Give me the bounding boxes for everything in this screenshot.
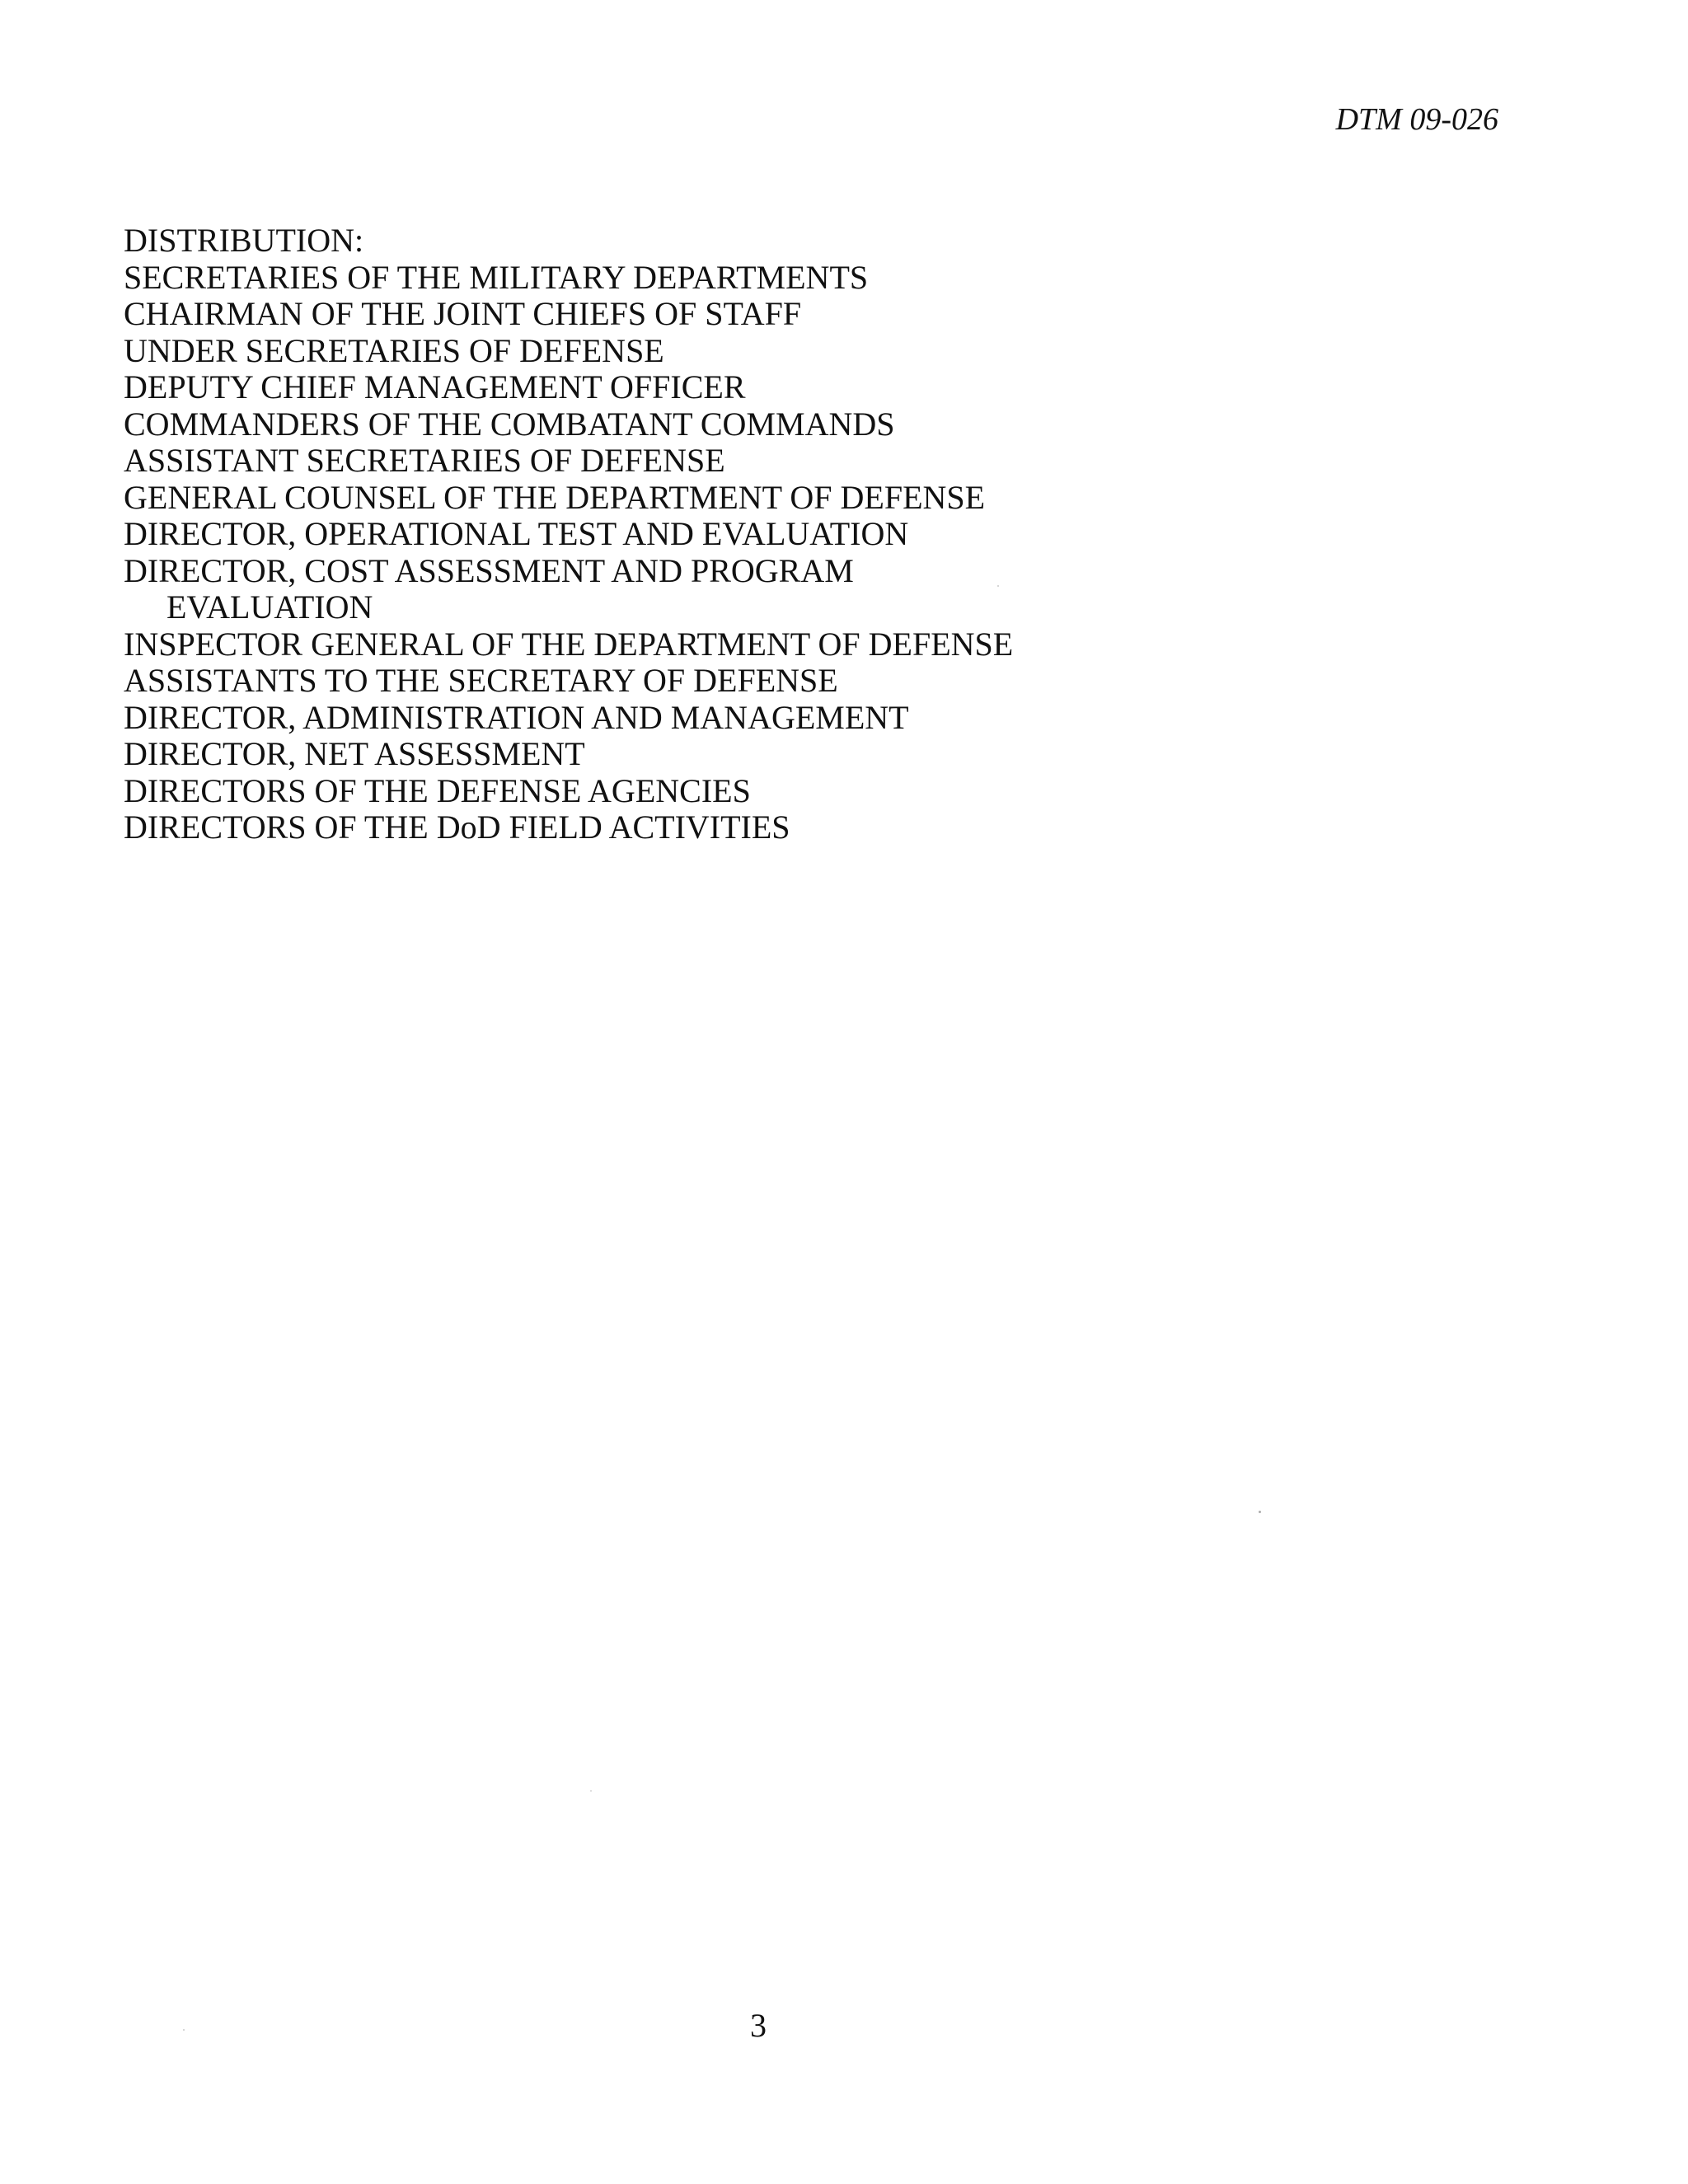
scan-speck <box>590 1790 592 1792</box>
distribution-item: COMMANDERS OF THE COMBATANT COMMANDS <box>124 405 895 443</box>
distribution-item: ASSISTANT SECRETARIES OF DEFENSE <box>124 442 725 479</box>
distribution-item: CHAIRMAN OF THE JOINT CHIEFS OF STAFF <box>124 295 802 332</box>
distribution-item: GENERAL COUNSEL OF THE DEPARTMENT OF DEFENSE <box>124 478 986 516</box>
distribution-item: DIRECTOR, ADMINISTRATION AND MANAGEMENT <box>124 698 909 736</box>
scan-speck <box>1259 1511 1261 1513</box>
scan-speck <box>997 585 999 587</box>
distribution-item: DIRECTOR, OPERATIONAL TEST AND EVALUATION <box>124 515 909 552</box>
distribution-list <box>124 223 1278 846</box>
distribution-item: UNDER SECRETARIES OF DEFENSE <box>124 331 664 369</box>
distribution-item: DIRECTORS OF THE DEFENSE AGENCIES <box>124 771 751 809</box>
distribution-item: DEPUTY CHIEF MANAGEMENT OFFICER <box>124 368 746 405</box>
distribution-item: DIRECTOR, COST ASSESSMENT AND PROGRAM <box>124 551 854 589</box>
distribution-item-continuation: EVALUATION <box>166 588 373 626</box>
distribution-item: DIRECTORS OF THE DoD FIELD ACTIVITIES <box>124 808 790 846</box>
distribution-item: DIRECTOR, NET ASSESSMENT <box>124 735 585 772</box>
scan-speck <box>183 2029 185 2031</box>
distribution-item: INSPECTOR GENERAL OF THE DEPARTMENT OF DEFENSE <box>124 625 1014 663</box>
document-id: DTM 09-026 <box>1335 102 1498 137</box>
distribution-item: SECRETARIES OF THE MILITARY DEPARTMENTS <box>124 258 869 296</box>
page-number: 3 <box>750 2007 767 2044</box>
distribution-item: ASSISTANTS TO THE SECRETARY OF DEFENSE <box>124 662 838 699</box>
distribution-heading: DISTRIBUTION: <box>124 222 364 259</box>
